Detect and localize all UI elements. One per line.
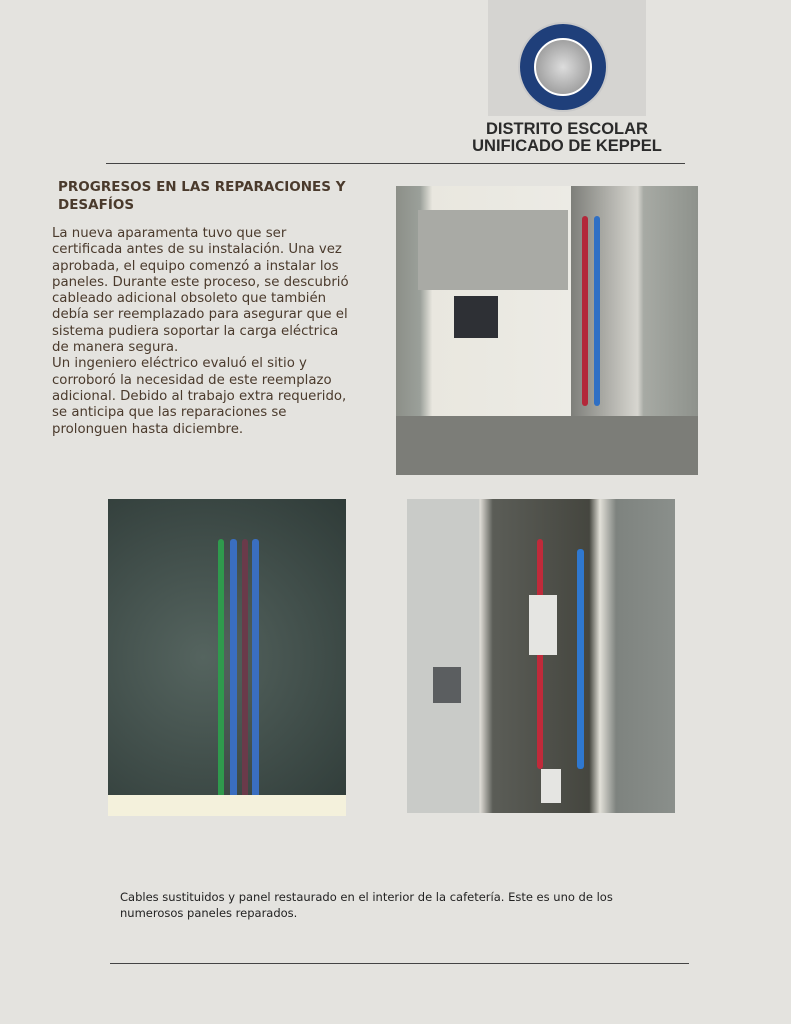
cable-conduit-photo — [108, 499, 346, 816]
footer-divider — [110, 963, 689, 964]
title-line-2: UNIFICADO DE KEPPEL — [472, 137, 662, 155]
district-title — [440, 121, 694, 155]
header-divider — [106, 163, 685, 164]
district-seal-logo — [518, 22, 608, 112]
paragraph: Un ingeniero eléctrico evaluó el sitio y corroboró la necesidad de este reemplazo adicional. Debido al trabajo extra requerido, se anticipa que las reparaciones se prolonguen hasta diciembre. — [52, 356, 347, 437]
article-heading: PROGRESOS EN LAS REPARACIONES Y DESAFÍOS — [58, 179, 346, 213]
logo-box — [488, 0, 646, 116]
electrical-room-photo — [396, 186, 698, 475]
photo-caption: Cables sustituidos y panel restaurado en el interior de la cafetería. Este es uno de los numerosos paneles reparados. — [120, 890, 613, 920]
paragraph: La nueva aparamenta tuvo que ser certificada antes de su instalación. Una vez aprobada, el equipo comenzó a instalar los paneles. Durante este proceso, se descubrió cableado adicional obsoleto que también debía ser reemplazado para asegurar que el sistema pudiera soportar la carga eléctrica de manera segura. — [52, 226, 349, 356]
title-line-1: DISTRITO ESCOLAR — [486, 120, 648, 138]
article-body — [52, 226, 352, 438]
restored-panel-photo — [407, 499, 675, 813]
